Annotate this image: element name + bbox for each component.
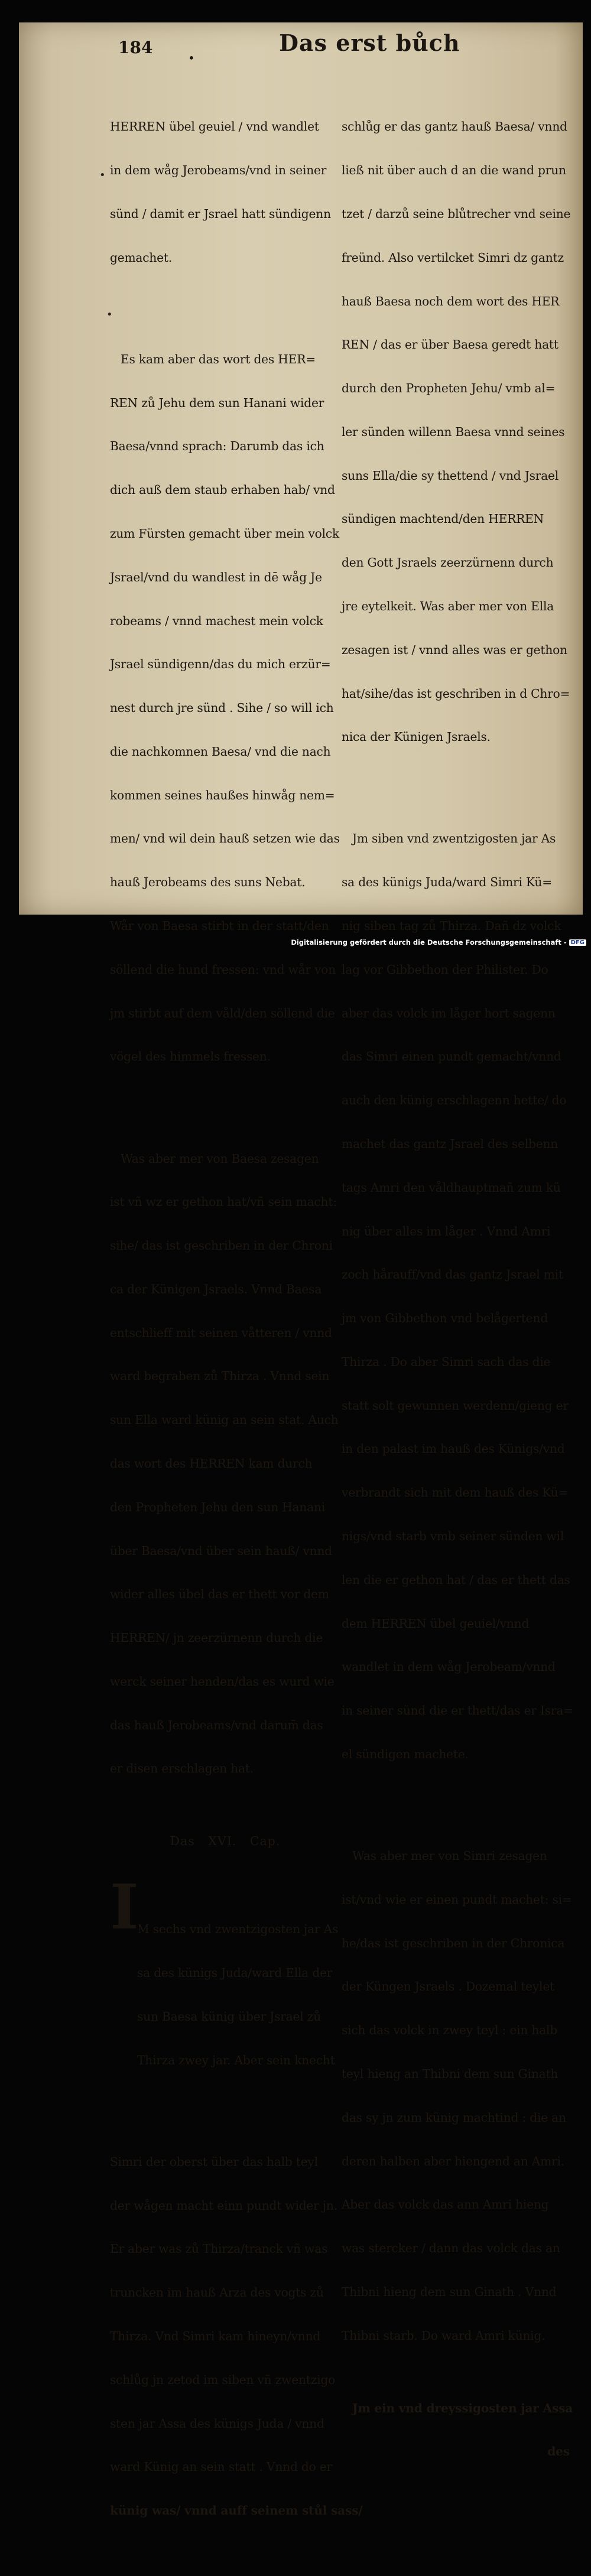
text-line: nica der Künigen Jsraels. xyxy=(342,730,491,744)
margin-mark: • xyxy=(106,308,113,321)
text-line: sa des künigs Juda/ward Simri Kü= xyxy=(342,875,552,890)
text-line: men/ vnd wil dein hauß setzen wie das xyxy=(110,831,340,846)
text-line: statt solt gewunnen werdenn/gieng er xyxy=(342,1398,569,1413)
text-line: nigs/vnd starb vmb seiner sünden wil xyxy=(342,1528,564,1543)
text-line: Wår von Baesa stirbt in der statt/den xyxy=(110,919,329,934)
text-line: den Gott Jsraels zeerzürnenn durch xyxy=(342,555,554,570)
text-line: hauß Jerobeams des suns Nebat. xyxy=(110,875,306,890)
drop-initial: I xyxy=(110,1870,139,1943)
text-line: das hauß Jerobeams/vnd darum̄ das xyxy=(110,1718,323,1732)
text-line: zum Fürsten gemacht über mein volck xyxy=(110,526,340,541)
text-line: jm stirbt auf dem våld/den söllend die xyxy=(110,1006,335,1020)
text-line: er disen erschlagen hat. xyxy=(110,1761,254,1776)
footer-text: Digitalisierung gefördert durch die Deutsche Forschungsgemeinschaft - xyxy=(291,938,567,947)
text-line: Thirza. Vnd Simri kam hineyn/vnnd xyxy=(110,2329,321,2344)
text-line: freünd. Also vertilcket Simri dz gantz xyxy=(342,250,564,265)
text-line: in den palast im hauß des Künigs/vnd xyxy=(342,1442,565,1456)
text-line: sun Baesa künig über Jsrael zů xyxy=(137,2009,321,2024)
text-line: wider alles übel das er thett vor dem xyxy=(110,1587,329,1602)
text-line: Simri der oberst über das halb teyl xyxy=(110,2154,318,2169)
text-line: ließ nit über auch d an die wand prun xyxy=(342,163,566,178)
text-line: das sy jn zum künig machtind : die an xyxy=(342,2110,566,2125)
text-line: auch den künig erschlagenn hette/ do xyxy=(342,1093,567,1108)
text-line: Jm ein vnd dreyssigosten jar Assa xyxy=(352,2401,573,2415)
text-line: was stercker / dann das volck das an xyxy=(342,2241,560,2256)
text-line: hauß Baesa noch dem wort des HER xyxy=(342,294,560,308)
text-line: werck seiner henden/das es wurd wie xyxy=(110,1674,335,1689)
text-line: Er aber was zů Thirza/tranck vñ was xyxy=(110,2242,328,2256)
text-line: ler sünden willenn Baesa vnnd seines xyxy=(342,424,565,439)
text-line: Thirza . Do aber Simri sach das die xyxy=(342,1354,551,1369)
text-line: Jm siben vnd zwentzigosten jar As xyxy=(352,831,556,846)
header-dot: • xyxy=(188,51,195,65)
text-line: verbrandt sich mit dem hauß des Kü= xyxy=(342,1485,569,1500)
text-line: len die er gethon hat / das er thett das xyxy=(342,1572,570,1587)
text-line: die nachkomnen Baesa/ vnd die nach xyxy=(110,744,331,759)
text-line: hat/sihe/das ist geschriben in d Chro= xyxy=(342,686,570,701)
text-line: den Propheten Jehu den sun Hanani xyxy=(110,1500,326,1514)
text-line: ward begraben zů Thirza . Vnnd sein xyxy=(110,1369,330,1384)
text-line: REN zů Jehu dem sun Hanani wider xyxy=(110,395,324,410)
text-line: Baesa/vnnd sprach: Darumb das ich xyxy=(110,439,324,454)
left-paragraph-2 xyxy=(110,323,340,1093)
margin-mark: • xyxy=(99,169,106,181)
text-line: sündigen machtend/den HERREN xyxy=(342,512,544,526)
text-line: Aber das volck das ann Amri hieng xyxy=(342,2197,549,2212)
chapter-heading: Das XVI. Cap. xyxy=(170,1834,281,1849)
text-line: Was aber mer von Baesa zesagen xyxy=(121,1151,319,1166)
text-line: jm von Gibbethon vnd belågertend xyxy=(342,1311,548,1326)
text-line: machet das gantz Jsrael des selbenn xyxy=(342,1136,558,1151)
text-line: tags Amri den våldhauptmañ zum kü xyxy=(342,1180,561,1195)
text-line: HERREN übel geuiel / vnd wandlet xyxy=(110,119,319,134)
right-paragraph-2 xyxy=(342,802,578,1790)
text-line: der wågen macht einn pundt wider jn. xyxy=(110,2198,337,2213)
text-line: sich das volck in zwey teyl : ein halb xyxy=(342,2023,558,2038)
text-line: robeams / vnnd machest mein volck xyxy=(110,613,323,628)
text-line: Thibni hieng dem sun Ginath . Vnnd xyxy=(342,2284,557,2299)
text-line: truncken im hauß Arza des vogts zů xyxy=(110,2285,324,2300)
text-line: M sechs vnd zwentzigosten jar As xyxy=(137,1922,339,1937)
text-line: Thibni starb. Do ward Amri künig. xyxy=(342,2328,545,2343)
text-line: der Küngen Jsraels . Dozemal teylet xyxy=(342,1979,554,1994)
text-line: sünd / damit er Jsrael hatt sündigenn xyxy=(110,206,331,221)
dfg-logo-icon: DFG xyxy=(569,939,586,946)
text-line: dich auß dem staub erhaben hab/ vnd xyxy=(110,483,335,497)
text-line: lag vor Gibbethon der Philister. Do xyxy=(342,962,548,977)
text-line: el sündigen machete. xyxy=(342,1746,469,1761)
text-line: nig über alles im låger . Vnnd Amri xyxy=(342,1224,551,1238)
text-line: vögel des himmels fressen. xyxy=(110,1049,271,1064)
text-line: entschlieff mit seinen våtteren / vnnd xyxy=(110,1325,332,1340)
text-line: gemachet. xyxy=(110,250,173,265)
text-line: sihe/ das ist geschriben in der Chroni xyxy=(110,1238,333,1253)
page-number: 184 xyxy=(118,38,153,57)
text-line: künig was/ vnnd auff seinem stůl sass/ xyxy=(110,2503,363,2518)
text-line: sun Ella ward künig an sein stat. Auch xyxy=(110,1413,339,1427)
chapter-opening xyxy=(110,1870,340,2097)
text-line: ist vñ wz er gethon hat/vñ sein macht: xyxy=(110,1195,337,1209)
text-line: in dem wåg Jerobeams/vnd in seiner xyxy=(110,163,327,178)
text-line: wandlet in dem wåg Jerobeam/vnnd xyxy=(342,1660,556,1674)
text-line: tzet / darzů seine blůtrecher vnd seine xyxy=(342,206,571,221)
right-column xyxy=(342,61,578,2488)
left-paragraph-3 xyxy=(110,1122,340,1805)
text-line: HERREN/ jn zeerzürnenn durch die xyxy=(110,1631,323,1645)
text-line: nig siben tag zů Thirza. Dañ dz volck xyxy=(342,919,561,934)
chapter-text xyxy=(110,2126,363,2547)
text-line: sa des künigs Juda/ward Ella der xyxy=(137,1966,333,1980)
right-paragraph-3 xyxy=(342,1820,578,2372)
text-line: ist/vnd wie er einen pundt machet: si= xyxy=(342,1892,572,1907)
text-line: das wort des HERREN kam durch xyxy=(110,1456,313,1471)
right-paragraph-1 xyxy=(342,90,578,773)
text-line: dem HERREN übel geuiel/vnnd xyxy=(342,1616,530,1631)
text-line: zesagen ist / vnnd alles was er gethon xyxy=(342,642,567,657)
text-line: REN / das er über Baesa geredt hatt xyxy=(342,337,558,352)
text-line: über Baesa/vnd über sein hauß/ vnnd xyxy=(110,1543,332,1558)
text-line: suns Ella/die sy thettend / vnd Jsrael xyxy=(342,468,559,483)
running-head: Das erst bůch xyxy=(279,30,460,56)
text-line: teyl hieng an Thibni dem sun Ginath xyxy=(342,2066,558,2081)
left-column xyxy=(110,61,363,2576)
footer-credit xyxy=(291,938,586,947)
text-line: he/das ist geschriben in der Chronica xyxy=(342,1936,565,1950)
text-line: Jsrael sündigenn/das du mich erzür= xyxy=(110,657,331,672)
catchword: des xyxy=(547,2444,570,2459)
text-line: jre eytelkeit. Was aber mer von Ella xyxy=(342,599,554,613)
text-line: ward Künig an sein statt . Vnnd do er xyxy=(110,2460,332,2474)
text-line: schlůg er das gantz hauß Baesa/ vnnd xyxy=(342,119,567,134)
text-line: söllend die hund fressen: vnd wår von xyxy=(110,962,336,977)
text-line: kommen seines haußes hinwåg nem= xyxy=(110,788,335,802)
text-line: Thirza zwey jar. Aber sein knecht xyxy=(137,2053,335,2067)
text-line: schlůg jn zetod im siben vñ zwentzigo xyxy=(110,2372,336,2387)
text-line: ca der Künigen Jsraels. Vnnd Baesa xyxy=(110,1282,322,1296)
text-line: aber das volck im låger hort sagenn xyxy=(342,1006,556,1020)
text-line: in seiner sünd die er thett/das er Isra= xyxy=(342,1703,573,1718)
text-line: Was aber mer von Simri zesagen xyxy=(352,1849,547,1863)
text-line: das Simri einen pundt gemacht/vnnd xyxy=(342,1049,561,1064)
text-line: zoch hårauff/vnd das gantz Jsrael mit xyxy=(342,1267,563,1282)
text-line: Es kam aber das wort des HER= xyxy=(121,352,316,366)
text-line: durch den Propheten Jehu/ vmb al= xyxy=(342,381,556,396)
text-line: deren halben aber hiengend an Amri. xyxy=(342,2154,564,2168)
text-line: sten jar Assa des künigs Juda / vnnd xyxy=(110,2416,324,2431)
text-line: nest durch jre sünd . Sihe / so will ich xyxy=(110,701,334,715)
text-line: Jsrael/vnd du wandlest in dē wåg Je xyxy=(110,570,322,584)
left-paragraph-1 xyxy=(110,90,340,294)
